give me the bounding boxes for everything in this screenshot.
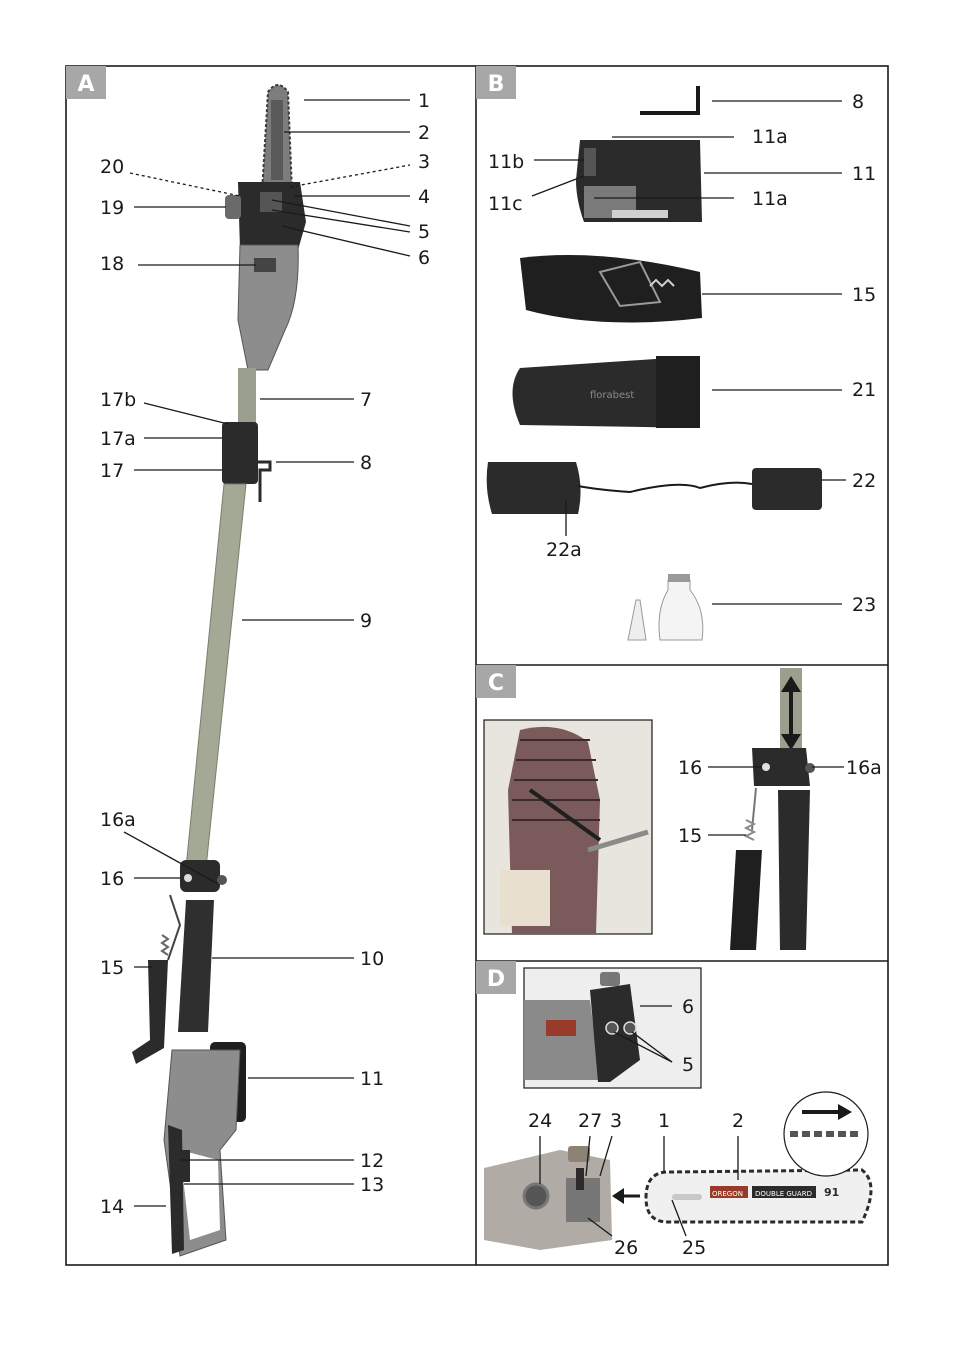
label-13: 13: [360, 1174, 385, 1196]
label-d-25: 25: [682, 1237, 707, 1259]
chain-direction-inset: [784, 1092, 868, 1176]
chain-head-inset: [524, 968, 701, 1088]
strap-spring: [162, 935, 168, 955]
svg-text:B: B: [487, 72, 505, 97]
label-c-16a: 16a: [846, 757, 882, 779]
label-d-3: 3: [610, 1110, 623, 1132]
label-14: 14: [100, 1196, 125, 1218]
allen-key-holder: [256, 462, 270, 502]
chain-guard-cover: [513, 356, 701, 428]
label-4: 4: [418, 186, 431, 208]
label-b-21: 21: [852, 379, 877, 401]
label-b-23: 23: [852, 594, 877, 616]
label-18: 18: [100, 253, 125, 275]
label-9: 9: [360, 610, 373, 632]
oil-bottle: [628, 574, 703, 640]
label-6: 6: [418, 247, 431, 269]
allen-key: [640, 86, 698, 113]
label-b-22a: 22a: [546, 539, 582, 561]
locking-sleeve: [222, 422, 258, 484]
shoulder-strap: [132, 960, 168, 1064]
label-b-11c: 11c: [488, 193, 523, 215]
bar-model-text: DOUBLE GUARD: [755, 1190, 812, 1198]
label-8: 8: [360, 452, 373, 474]
label-b-11b: 11b: [488, 151, 525, 173]
label-b-22: 22: [852, 470, 877, 492]
label-16a: 16a: [100, 809, 136, 831]
charger: [487, 462, 822, 514]
strap-attachment-detail: [730, 668, 815, 950]
label-b-11a-top: 11a: [752, 126, 788, 148]
label-17a: 17a: [100, 428, 136, 450]
svg-text:C: C: [487, 671, 505, 696]
label-17b: 17b: [100, 389, 137, 411]
foam-grip: [178, 900, 214, 1032]
label-12: 12: [360, 1150, 385, 1172]
label-b-11: 11: [852, 163, 877, 185]
telescopic-pole: [186, 484, 246, 868]
bar-numeral-text: 91: [824, 1186, 840, 1199]
label-5: 5: [418, 221, 431, 243]
shoulder-strap-accessory: [520, 255, 702, 322]
label-7: 7: [360, 389, 373, 411]
guide-bar: [271, 100, 283, 180]
label-d-1: 1: [658, 1110, 671, 1132]
upper-pole: [238, 368, 256, 428]
label-d-6: 6: [682, 996, 695, 1018]
label-2: 2: [418, 122, 431, 144]
label-19: 19: [100, 197, 125, 219]
label-1: 1: [418, 90, 431, 112]
label-b-8: 8: [852, 91, 865, 113]
panel-a-tag: [66, 66, 106, 99]
label-d-26: 26: [614, 1237, 639, 1259]
label-b-15: 15: [852, 284, 877, 306]
label-11: 11: [360, 1068, 385, 1090]
battery-accessory: [576, 140, 702, 222]
cover-brand-text: florabest: [590, 390, 635, 401]
label-d-2: 2: [732, 1110, 745, 1132]
label-10: 10: [360, 948, 385, 970]
panel-d-tag: [476, 961, 516, 994]
label-17: 17: [100, 460, 125, 482]
label-c-16: 16: [678, 757, 703, 779]
svg-text:D: D: [486, 967, 506, 992]
label-d-27: 27: [578, 1110, 603, 1132]
label-15: 15: [100, 957, 125, 979]
oil-tank-cap: [225, 195, 241, 219]
vent-slots: [254, 258, 276, 272]
label-d-5: 5: [682, 1054, 695, 1076]
svg-text:A: A: [77, 72, 95, 97]
label-20: 20: [100, 156, 125, 178]
label-3: 3: [418, 151, 431, 173]
label-c-15: 15: [678, 825, 703, 847]
user-photo-inset: [484, 720, 652, 934]
sprocket-cover-screws: [260, 192, 282, 212]
handle-grip: [168, 1125, 184, 1254]
on-off-switch: [180, 1150, 190, 1182]
bar-brand-text: OREGON: [712, 1190, 743, 1198]
panel-b-tag: [476, 66, 516, 99]
pole-pruner-illustration: [132, 85, 306, 1256]
label-b-11a-bottom: 11a: [752, 188, 788, 210]
label-d-24: 24: [528, 1110, 553, 1132]
panel-c-tag: [476, 665, 516, 698]
label-16: 16: [100, 868, 125, 890]
